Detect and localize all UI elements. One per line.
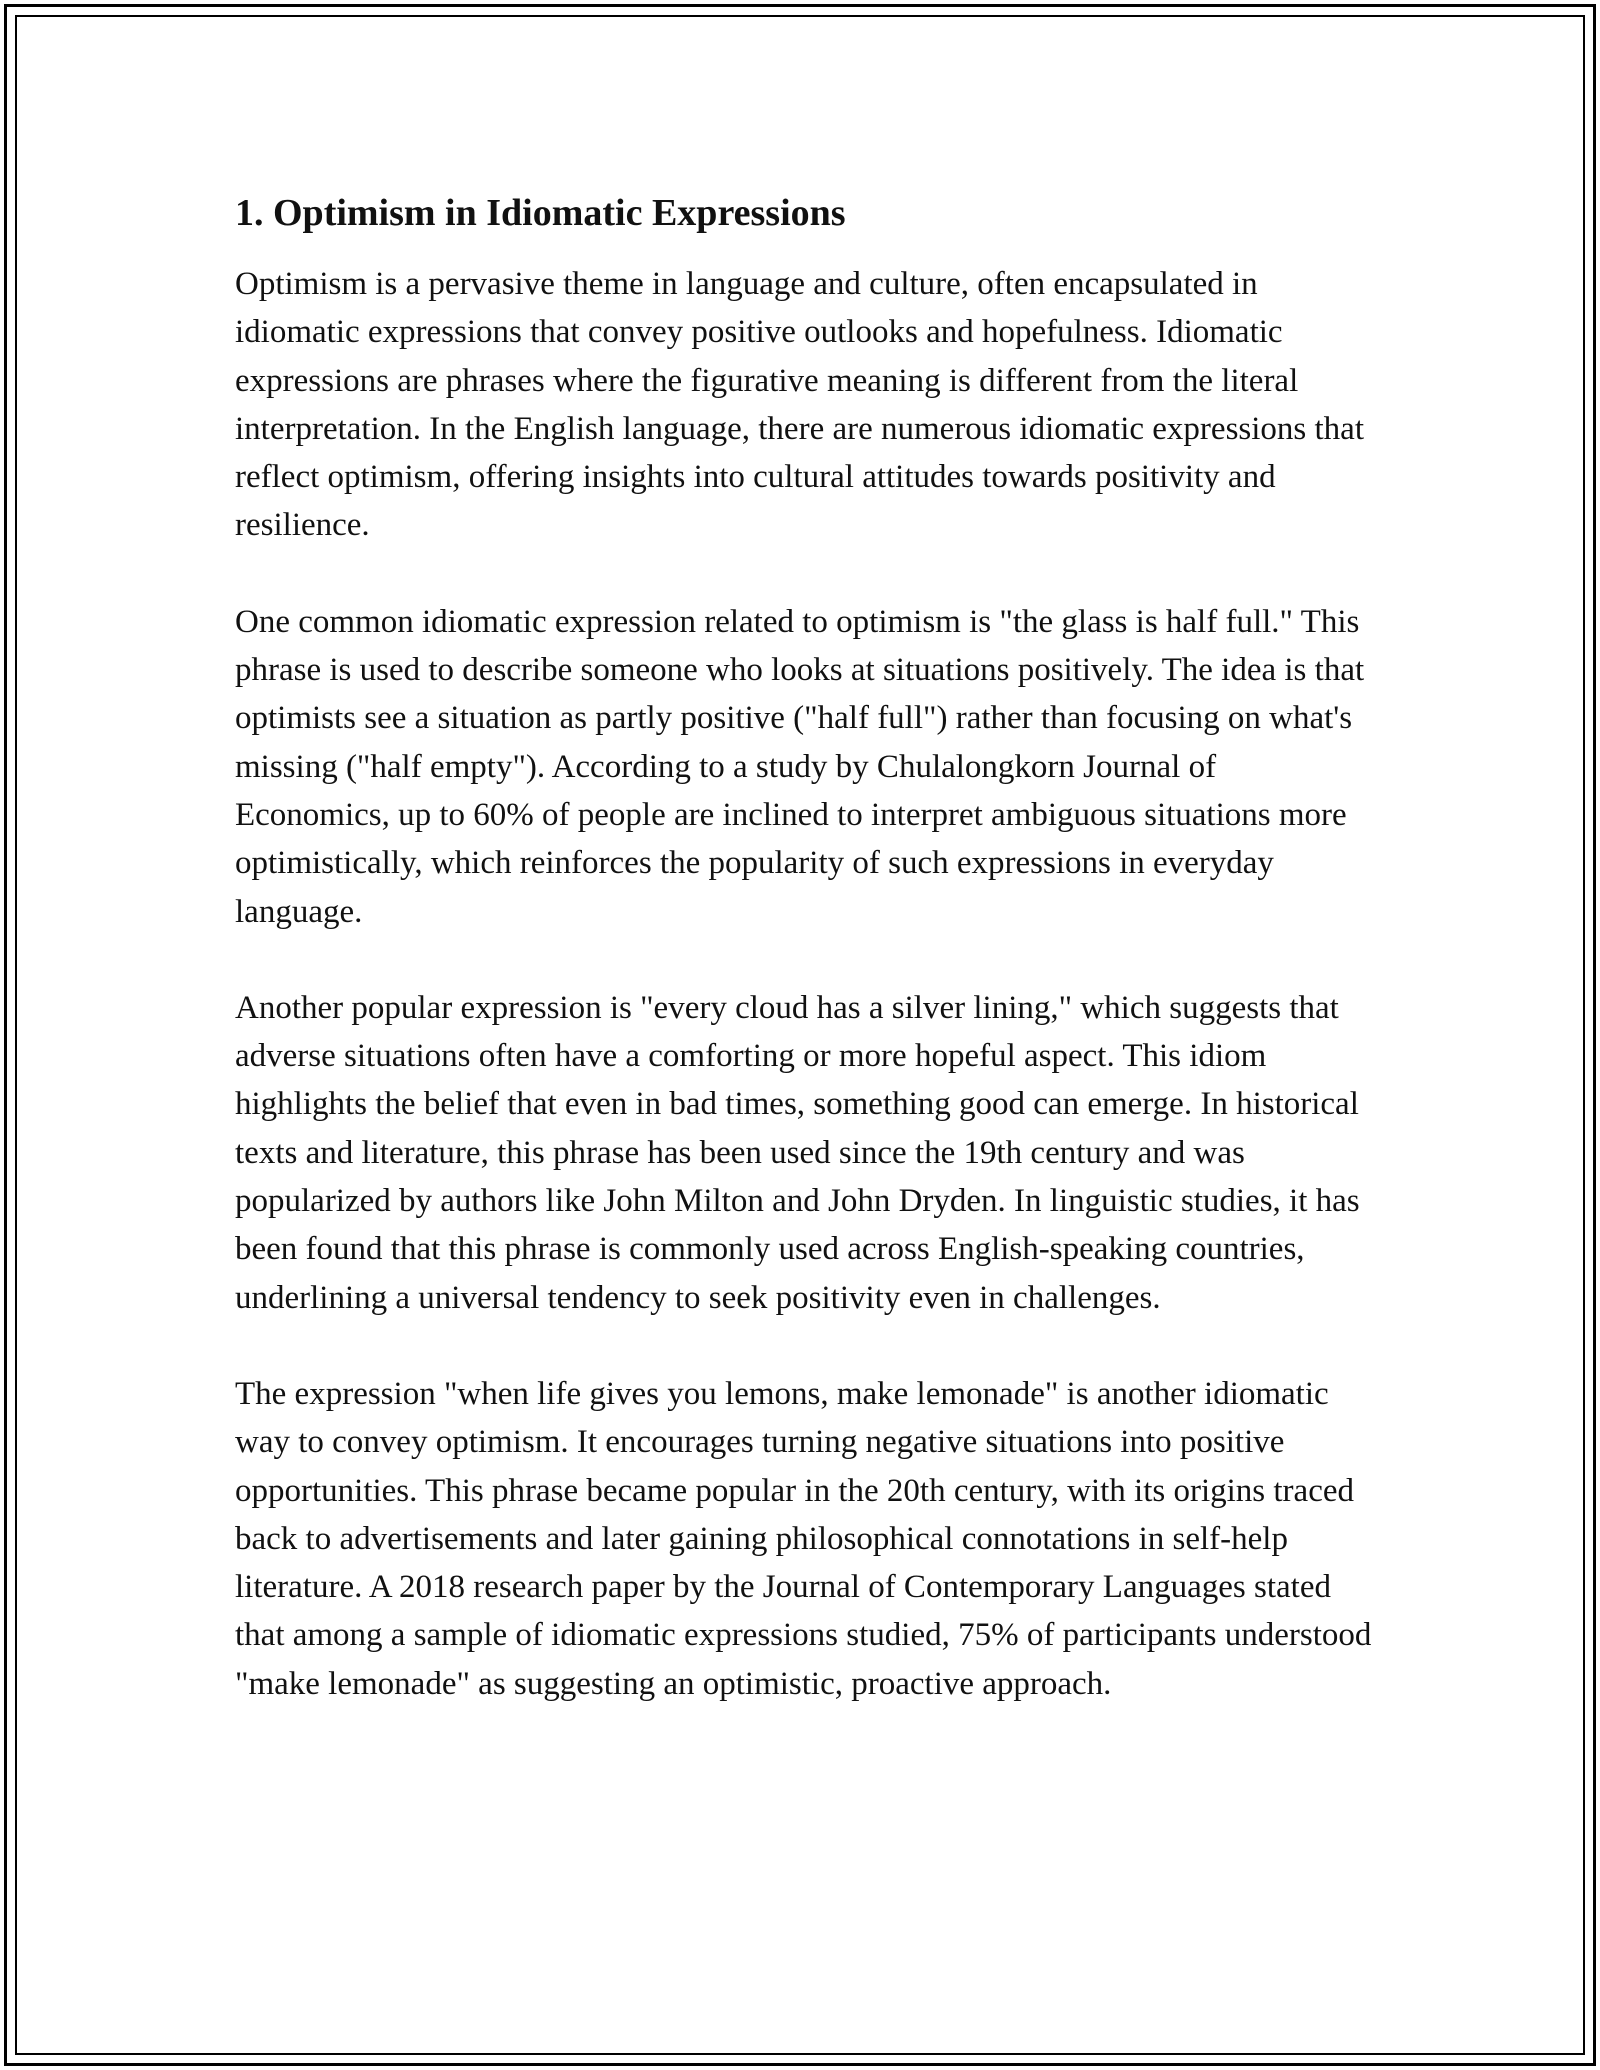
document-body [235, 188, 1375, 1708]
paragraph-glass-half-full: One common idiomatic expression related to optimism is "the glass is half full." This phrase is used to describe someone who looks at situations positively. The idea is that optimists see a situation as partly positive ("half full") rather than focusing on what's missing ("half empty"). According to a study by Chulalongkorn Journal of Economics, up to 60% of people are inclined to interpret ambiguous situations more optimistically, which reinforces the popularity of such expressions in everyday language. [235, 603, 1365, 930]
section-title: 1. Optimism in Idiomatic Expressions [235, 192, 846, 234]
paragraph-intro: Optimism is a pervasive theme in language and culture, often encapsulated in idiomatic expressions that convey positive outlooks and hopefulness. Idiomatic expressions are phrases where the figurative meaning is different from the literal interpretation. In the English language, there are numerous idiomatic expressions that reflect optimism, offering insights into cultural attitudes towards positivity and resilience. [235, 266, 1364, 544]
paragraph-silver-lining: Another popular expression is "every cloud has a silver lining," which suggests that adverse situations often have a comforting or more hopeful aspect. This idiom highlights the belief that even in bad times, something good can emerge. In historical texts and literature, this phrase has been used since the 19th century and was popularized by authors like John Milton and John Dryden. In linguistic studies, it has been found that this phrase is commonly used across English-speaking countries, underlining a universal tendency to seek positivity even in challenges. [235, 989, 1360, 1316]
paragraph-lemonade: The expression "when life gives you lemons, make lemonade" is another idiomatic way to convey optimism. It encourages turning negative situations into positive opportunities. This phrase became popular in the 20th century, with its origins traced back to advertisements and later gaining philosophical connotations in self-help literature. A 2018 research paper by the Journal of Contemporary Languages stated that among a sample of idiomatic expressions studied, 75% of participants understood "make lemonade" as suggesting an optimistic, proactive approach. [235, 1375, 1372, 1702]
